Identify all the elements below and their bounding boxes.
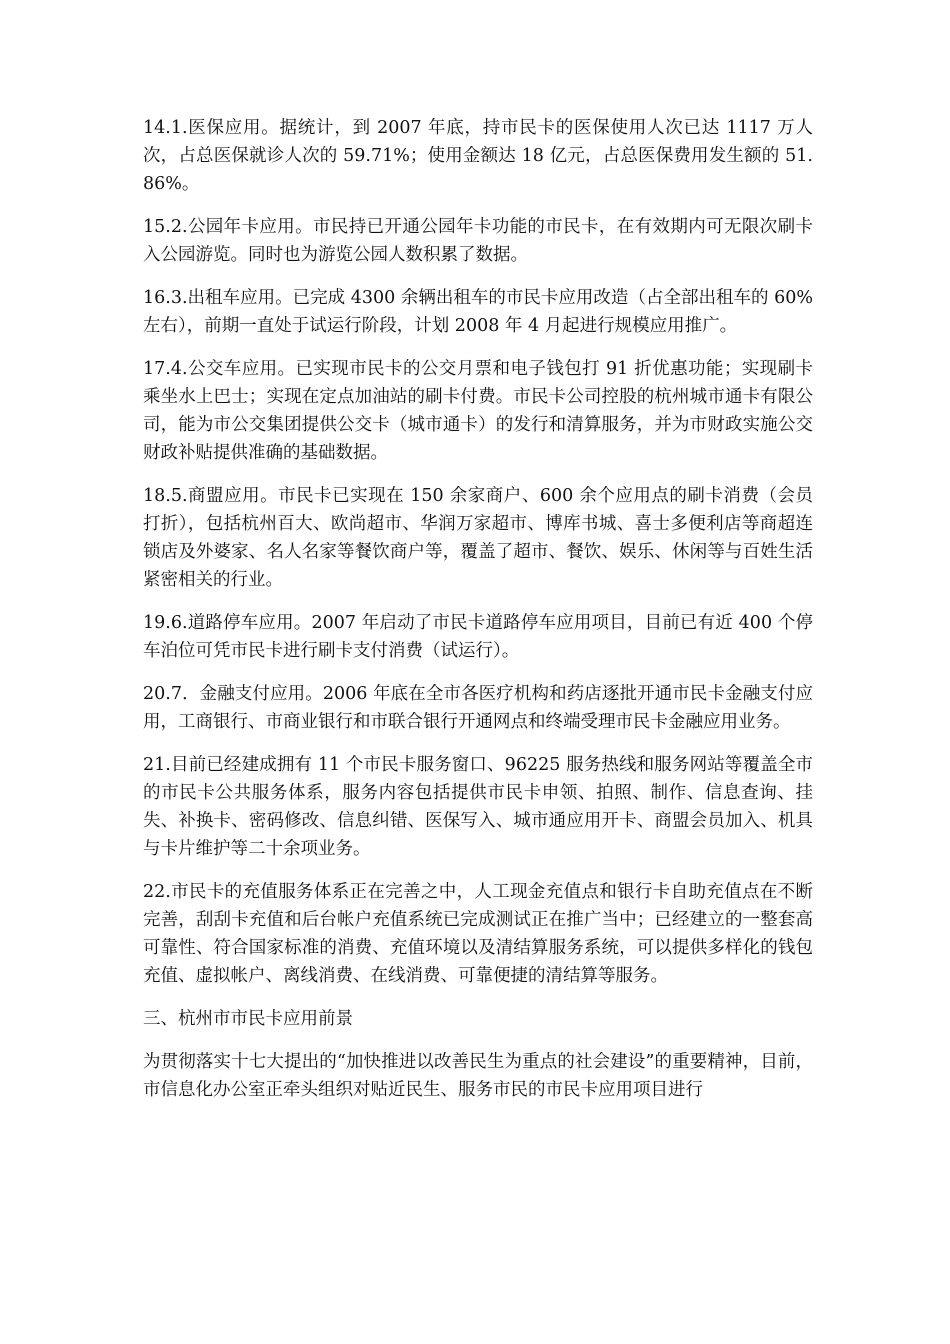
paragraph-closing: 为贯彻落实十七大提出的“加快推进以改善民生为重点的社会建设”的重要精神，目前，市信息化办公室正牵头组织对贴近民生、服务市民的市民卡应用项目进行 — [143, 1052, 813, 1100]
paragraph-financial-payment: 20.7．金融支付应用。2006 年底在全市各医疗机构和药店逐批开通市民卡金融支付应用，工商银行、市商业银行和市联合银行开通网点和终端受理市民卡金融应用业务。 — [143, 684, 813, 732]
paragraph-service-system: 21.目前已经建成拥有 11 个市民卡服务窗口、96225 服务热线和服务网站等覆盖全市的市民卡公共服务体系，服务内容包括提供市民卡申领、拍照、制作、信息查询、挂失、补换卡、密码修改、信息纠错、医保写入、城市通应用开卡、商盟会员加入、机具与卡片维护等二十余项业务。 — [143, 755, 813, 859]
document-body — [143, 114, 813, 1119]
paragraph-medical-insurance: 14.1.医保应用。据统计，到 2007 年底，持市民卡的医保使用人次已达 1117 万人次，占总医保就诊人次的 59.71%；使用金额达 18 亿元，占总医保费用发生额的 51.86%。 — [143, 118, 813, 194]
section-heading: 三、杭州市市民卡应用前景 — [143, 1009, 353, 1029]
paragraph-park-card: 15.2.公园年卡应用。市民持已开通公园年卡功能的市民卡，在有效期内可无限次刷卡入公园游览。同时也为游览公园人数积累了数据。 — [143, 217, 813, 265]
paragraph-merchant-alliance: 18.5.商盟应用。市民卡已实现在 150 余家商户、600 余个应用点的刷卡消费（会员打折），包括杭州百大、欧尚超市、华润万家超市、博库书城、喜士多便利店等商超连锁店及外婆家、名人名家等餐饮商户等，覆盖了超市、餐饮、娱乐、休闲等与百姓生活紧密相关的行业。 — [143, 486, 813, 590]
paragraph-road-parking: 19.6.道路停车应用。2007 年启动了市民卡道路停车应用项目，目前已有近 400 个停车泊位可凭市民卡进行刷卡支付消费（试运行）。 — [143, 613, 813, 661]
paragraph-recharge-system: 22.市民卡的充值服务体系正在完善之中，人工现金充值点和银行卡自助充值点在不断完善，刮刮卡充值和后台帐户充值系统已完成测试正在推广当中；已经建立的一整套高可靠性、符合国家标准的消费、充值环境以及清结算服务系统，可以提供多样化的钱包充值、虚拟帐户、离线消费、在线消费、可靠便捷的清结算等服务。 — [143, 882, 813, 986]
paragraph-bus: 17.4.公交车应用。已实现市民卡的公交月票和电子钱包打 91 折优惠功能；实现刷卡乘坐水上巴士；实现在定点加油站的刷卡付费。市民卡公司控股的杭州城市通卡有限公司，能为市公交集团提供公交卡（城市通卡）的发行和清算服务，并为市财政实施公交财政补贴提供准确的基础数据。 — [143, 359, 813, 463]
paragraph-taxi: 16.3.出租车应用。已完成 4300 余辆出租车的市民卡应用改造（占全部出租车的 60%左右），前期一直处于试运行阶段，计划 2008 年 4 月起进行规模应用推广。 — [143, 288, 813, 336]
